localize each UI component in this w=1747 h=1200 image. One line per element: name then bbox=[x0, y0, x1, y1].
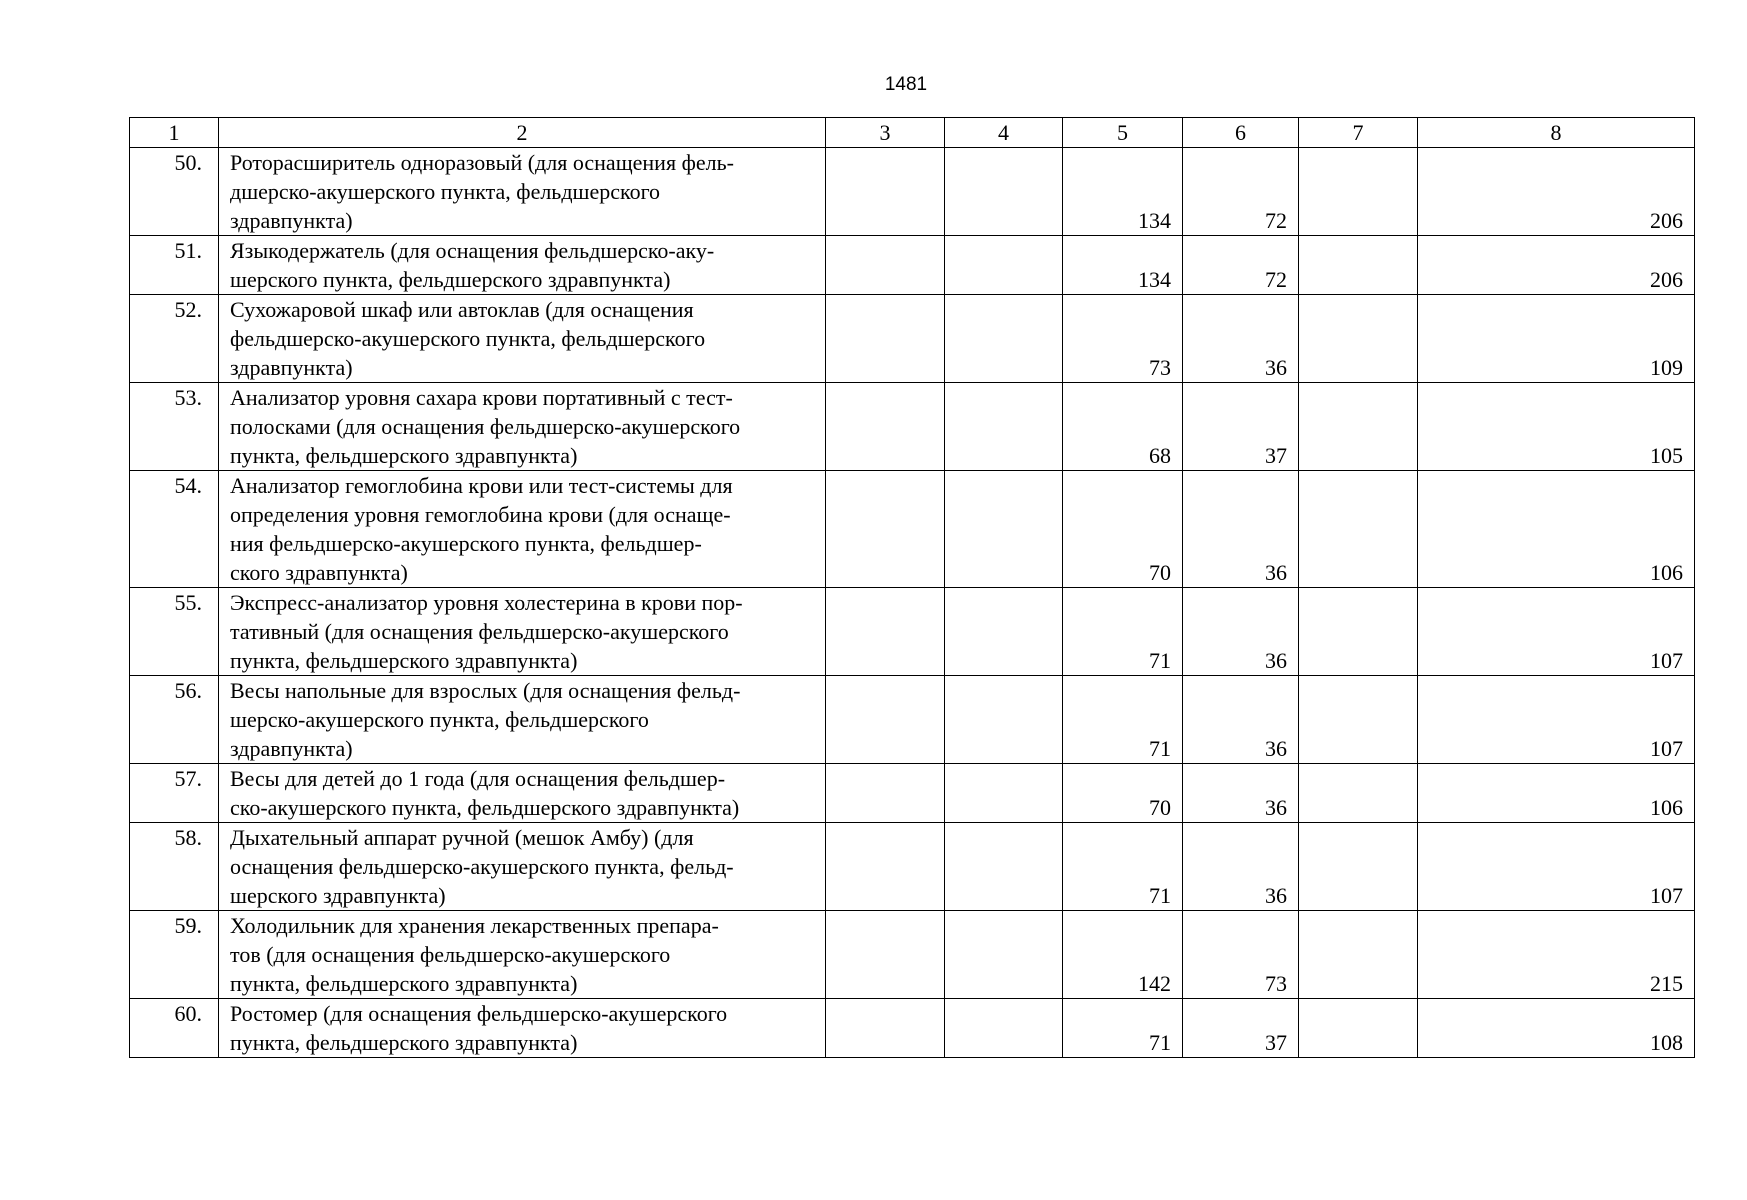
value-cell-c7 bbox=[1299, 383, 1418, 471]
value-cell-c8: 105 bbox=[1418, 383, 1695, 471]
value-cell-c5: 73 bbox=[1063, 295, 1183, 383]
value-cell-c4 bbox=[945, 236, 1063, 295]
item-name-line: Анализатор уровня сахара крови портативный с тест- bbox=[230, 385, 733, 410]
table-body bbox=[130, 118, 1695, 1058]
row-number: 50. bbox=[130, 148, 219, 236]
value-cell-c5: 70 bbox=[1063, 471, 1183, 588]
value-cell-c4 bbox=[945, 295, 1063, 383]
item-name bbox=[219, 823, 826, 911]
value-cell-c3 bbox=[826, 236, 945, 295]
row-number: 55. bbox=[130, 588, 219, 676]
value-cell-c6: 36 bbox=[1183, 764, 1299, 823]
item-name-line: шерского пункта, фельдшерского здравпункта) bbox=[230, 267, 671, 292]
header-cell: 4 bbox=[945, 118, 1063, 148]
header-cell: 7 bbox=[1299, 118, 1418, 148]
table-row bbox=[130, 999, 1695, 1058]
item-name-line: Экспресс-анализатор уровня холестерина в крови пор- bbox=[230, 590, 743, 615]
table-row bbox=[130, 911, 1695, 999]
item-name-line: здравпункта) bbox=[230, 208, 353, 233]
item-name bbox=[219, 383, 826, 471]
item-name-line: ско-акушерского пункта, фельдшерского здравпункта) bbox=[230, 795, 740, 820]
item-name-line: здравпункта) bbox=[230, 355, 353, 380]
item-name bbox=[219, 471, 826, 588]
item-name-line: полосками (для оснащения фельдшерско-акушерского bbox=[230, 414, 741, 439]
table-row bbox=[130, 295, 1695, 383]
item-name-line: Языкодержатель (для оснащения фельдшерско-аку- bbox=[230, 238, 715, 263]
item-name-line: Сухожаровой шкаф или автоклав (для оснащения bbox=[230, 297, 694, 322]
item-name bbox=[219, 148, 826, 236]
value-cell-c8: 107 bbox=[1418, 588, 1695, 676]
item-name-line: Холодильник для хранения лекарственных препара- bbox=[230, 913, 719, 938]
item-name-line: здравпункта) bbox=[230, 736, 353, 761]
value-cell-c6: 36 bbox=[1183, 823, 1299, 911]
item-name-line: пункта, фельдшерского здравпункта) bbox=[230, 443, 578, 468]
row-number: 60. bbox=[130, 999, 219, 1058]
table-row bbox=[130, 471, 1695, 588]
header-cell: 2 bbox=[219, 118, 826, 148]
equipment-table bbox=[129, 117, 1695, 1058]
row-number: 59. bbox=[130, 911, 219, 999]
row-number: 53. bbox=[130, 383, 219, 471]
item-name bbox=[219, 911, 826, 999]
value-cell-c3 bbox=[826, 999, 945, 1058]
table-row bbox=[130, 676, 1695, 764]
value-cell-c7 bbox=[1299, 999, 1418, 1058]
item-name bbox=[219, 999, 826, 1058]
value-cell-c5: 142 bbox=[1063, 911, 1183, 999]
value-cell-c4 bbox=[945, 471, 1063, 588]
item-name-line: пункта, фельдшерского здравпункта) bbox=[230, 648, 578, 673]
item-name bbox=[219, 588, 826, 676]
value-cell-c6: 73 bbox=[1183, 911, 1299, 999]
item-name-line: тативный (для оснащения фельдшерско-акушерского bbox=[230, 619, 729, 644]
row-number: 52. bbox=[130, 295, 219, 383]
item-name-line: дшерско-акушерского пункта, фельдшерского bbox=[230, 179, 661, 204]
value-cell-c8: 206 bbox=[1418, 236, 1695, 295]
item-name-line: оснащения фельдшерско-акушерского пункта, фельд- bbox=[230, 854, 734, 879]
row-number: 56. bbox=[130, 676, 219, 764]
header-cell: 8 bbox=[1418, 118, 1695, 148]
table-row bbox=[130, 588, 1695, 676]
value-cell-c3 bbox=[826, 911, 945, 999]
header-cell: 1 bbox=[130, 118, 219, 148]
item-name bbox=[219, 236, 826, 295]
header-cell: 5 bbox=[1063, 118, 1183, 148]
item-name-line: ского здравпункта) bbox=[230, 560, 408, 585]
value-cell-c3 bbox=[826, 148, 945, 236]
value-cell-c5: 134 bbox=[1063, 148, 1183, 236]
item-name-line: Ростомер (для оснащения фельдшерско-акушерского bbox=[230, 1001, 728, 1026]
value-cell-c6: 36 bbox=[1183, 588, 1299, 676]
item-name-line: Роторасширитель одноразовый (для оснащения фель- bbox=[230, 150, 734, 175]
value-cell-c6: 36 bbox=[1183, 471, 1299, 588]
value-cell-c8: 106 bbox=[1418, 764, 1695, 823]
item-name-line: ния фельдшерско-акушерского пункта, фельдшер- bbox=[230, 531, 702, 556]
value-cell-c7 bbox=[1299, 471, 1418, 588]
value-cell-c4 bbox=[945, 823, 1063, 911]
value-cell-c7 bbox=[1299, 676, 1418, 764]
value-cell-c3 bbox=[826, 764, 945, 823]
table-row bbox=[130, 236, 1695, 295]
header-cell: 6 bbox=[1183, 118, 1299, 148]
item-name-line: определения уровня гемоглобина крови (для оснаще- bbox=[230, 502, 731, 527]
value-cell-c8: 109 bbox=[1418, 295, 1695, 383]
value-cell-c6: 37 bbox=[1183, 999, 1299, 1058]
value-cell-c5: 71 bbox=[1063, 676, 1183, 764]
value-cell-c5: 71 bbox=[1063, 823, 1183, 911]
value-cell-c7 bbox=[1299, 764, 1418, 823]
value-cell-c6: 36 bbox=[1183, 676, 1299, 764]
table-row bbox=[130, 383, 1695, 471]
value-cell-c4 bbox=[945, 588, 1063, 676]
value-cell-c6: 72 bbox=[1183, 148, 1299, 236]
value-cell-c7 bbox=[1299, 236, 1418, 295]
value-cell-c5: 134 bbox=[1063, 236, 1183, 295]
value-cell-c4 bbox=[945, 676, 1063, 764]
value-cell-c5: 68 bbox=[1063, 383, 1183, 471]
item-name-line: пункта, фельдшерского здравпункта) bbox=[230, 1030, 578, 1055]
value-cell-c8: 107 bbox=[1418, 823, 1695, 911]
value-cell-c3 bbox=[826, 383, 945, 471]
item-name bbox=[219, 764, 826, 823]
value-cell-c7 bbox=[1299, 148, 1418, 236]
value-cell-c6: 36 bbox=[1183, 295, 1299, 383]
value-cell-c4 bbox=[945, 999, 1063, 1058]
value-cell-c7 bbox=[1299, 911, 1418, 999]
value-cell-c6: 72 bbox=[1183, 236, 1299, 295]
value-cell-c3 bbox=[826, 823, 945, 911]
item-name bbox=[219, 676, 826, 764]
value-cell-c7 bbox=[1299, 295, 1418, 383]
item-name-line: фельдшерско-акушерского пункта, фельдшерского bbox=[230, 326, 706, 351]
value-cell-c8: 106 bbox=[1418, 471, 1695, 588]
value-cell-c4 bbox=[945, 383, 1063, 471]
value-cell-c3 bbox=[826, 588, 945, 676]
value-cell-c4 bbox=[945, 148, 1063, 236]
value-cell-c7 bbox=[1299, 588, 1418, 676]
value-cell-c5: 70 bbox=[1063, 764, 1183, 823]
item-name-line: пункта, фельдшерского здравпункта) bbox=[230, 971, 578, 996]
value-cell-c3 bbox=[826, 471, 945, 588]
item-name-line: Весы напольные для взрослых (для оснащения фельд- bbox=[230, 678, 741, 703]
table-row bbox=[130, 823, 1695, 911]
header-cell: 3 bbox=[826, 118, 945, 148]
value-cell-c8: 108 bbox=[1418, 999, 1695, 1058]
value-cell-c3 bbox=[826, 295, 945, 383]
row-number: 57. bbox=[130, 764, 219, 823]
item-name-line: Анализатор гемоглобина крови или тест-системы для bbox=[230, 473, 733, 498]
value-cell-c5: 71 bbox=[1063, 999, 1183, 1058]
item-name-line: шерско-акушерского пункта, фельдшерского bbox=[230, 707, 649, 732]
item-name-line: Весы для детей до 1 года (для оснащения фельдшер- bbox=[230, 766, 726, 791]
item-name-line: тов (для оснащения фельдшерско-акушерского bbox=[230, 942, 671, 967]
row-number: 58. bbox=[130, 823, 219, 911]
header-row bbox=[130, 118, 1695, 148]
value-cell-c3 bbox=[826, 676, 945, 764]
table-row bbox=[130, 148, 1695, 236]
value-cell-c8: 215 bbox=[1418, 911, 1695, 999]
row-number: 54. bbox=[130, 471, 219, 588]
item-name-line: шерского здравпункта) bbox=[230, 883, 446, 908]
value-cell-c4 bbox=[945, 764, 1063, 823]
value-cell-c5: 71 bbox=[1063, 588, 1183, 676]
table-row bbox=[130, 764, 1695, 823]
item-name-line: Дыхательный аппарат ручной (мешок Амбу) (для bbox=[230, 825, 694, 850]
value-cell-c7 bbox=[1299, 823, 1418, 911]
page-number: 1481 bbox=[884, 74, 928, 95]
value-cell-c4 bbox=[945, 911, 1063, 999]
value-cell-c8: 107 bbox=[1418, 676, 1695, 764]
row-number: 51. bbox=[130, 236, 219, 295]
value-cell-c8: 206 bbox=[1418, 148, 1695, 236]
item-name bbox=[219, 295, 826, 383]
value-cell-c6: 37 bbox=[1183, 383, 1299, 471]
